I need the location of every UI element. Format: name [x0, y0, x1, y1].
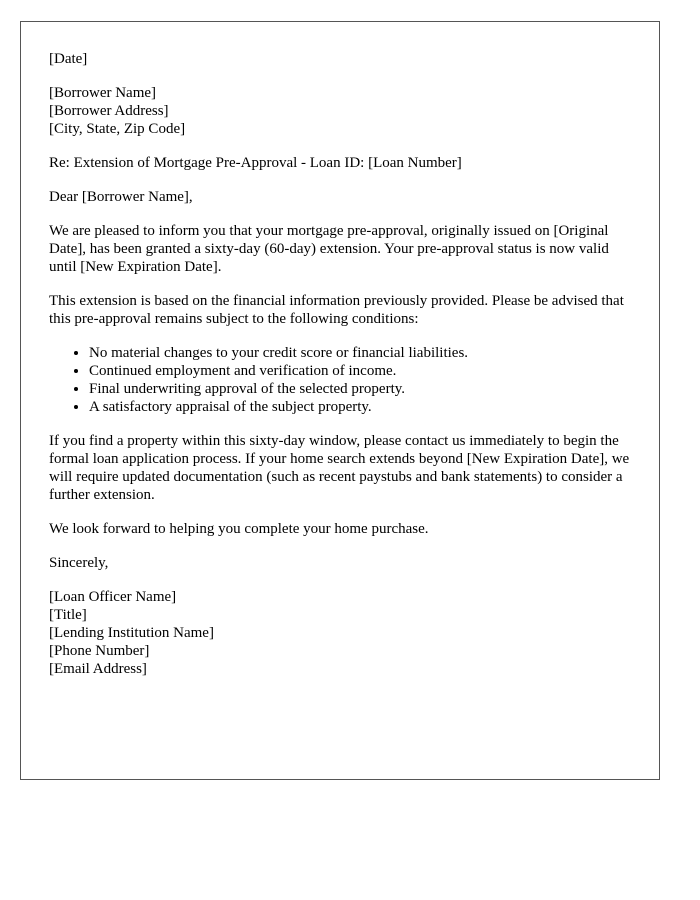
borrower-address-block [49, 84, 631, 138]
loan-officer-name: [Loan Officer Name] [49, 589, 177, 605]
signature-block [49, 588, 631, 678]
lending-institution: [Lending Institution Name] [49, 625, 214, 641]
letter-date: [Date] [49, 51, 88, 67]
body-paragraph-2: This extension is based on the financial information previously provided. Please be advised that this pre-approval remains subject to the following conditions: [49, 293, 624, 327]
letter-page [20, 21, 660, 780]
borrower-address: [Borrower Address] [49, 103, 169, 119]
closing: Sincerely, [49, 555, 109, 571]
conditions-list [49, 344, 631, 416]
condition-item: • A satisfactory appraisal of the subject property. [89, 398, 631, 416]
body-paragraph-4: We look forward to helping you complete your home purchase. [49, 521, 429, 537]
body-paragraph-3: If you find a property within this sixty-day window, please contact us immediately to begin the formal loan application process. If your home search extends beyond [New Expiration Date], we will require updated documentation (such as recent paystubs and bank statements) to consider a further extension. [49, 433, 630, 503]
condition-item: • Continued employment and verification of income. [89, 362, 631, 380]
subject-line: Re: Extension of Mortgage Pre-Approval - Loan ID: [Loan Number] [49, 155, 462, 171]
phone-number: [Phone Number] [49, 643, 150, 659]
body-paragraph-1: We are pleased to inform you that your mortgage pre-approval, originally issued on [Original Date], has been granted a sixty-day (60-day) extension. Your pre-approval status is now valid until [New Expiration Date]. [49, 223, 609, 275]
date-block [49, 50, 631, 68]
email-address: [Email Address] [49, 661, 147, 677]
condition-item: • No material changes to your credit score or financial liabilities. [89, 344, 631, 362]
borrower-name: [Borrower Name] [49, 85, 157, 101]
borrower-city-state-zip: [City, State, Zip Code] [49, 121, 186, 137]
salutation: Dear [Borrower Name], [49, 189, 193, 205]
officer-title: [Title] [49, 607, 87, 623]
condition-item: • Final underwriting approval of the selected property. [89, 380, 631, 398]
